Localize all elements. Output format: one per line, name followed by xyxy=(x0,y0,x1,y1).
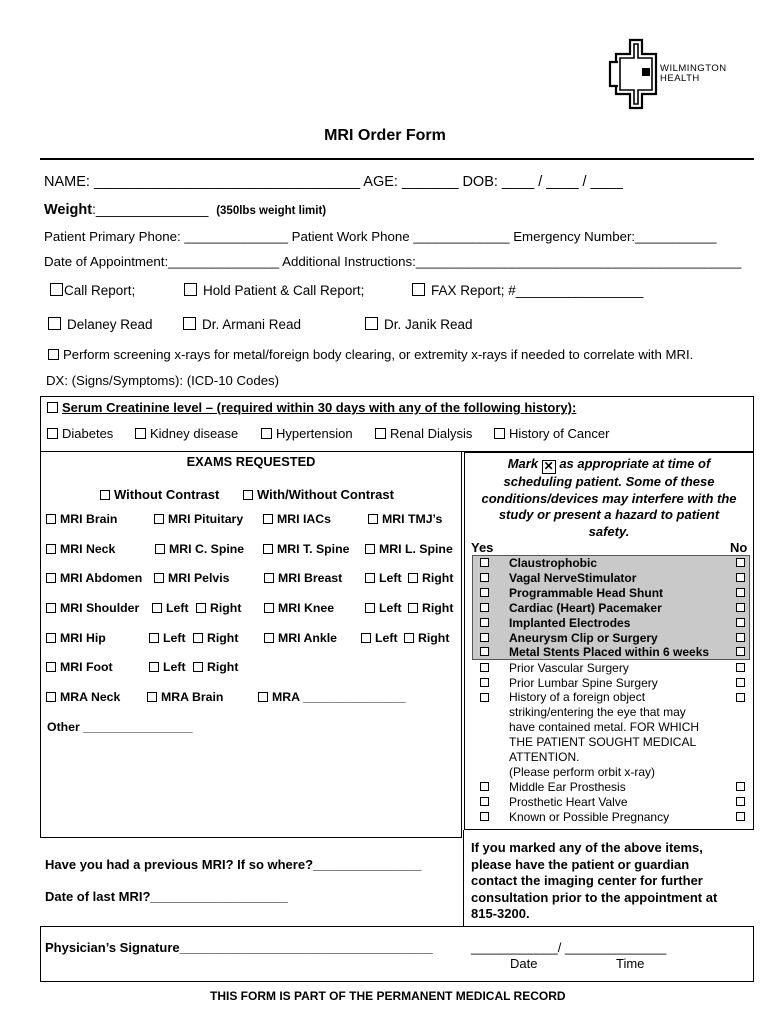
mra-other-option[interactable]: MRA _______________ xyxy=(258,690,406,704)
hip-left-option[interactable]: Left xyxy=(149,631,186,645)
fax-report-option[interactable]: FAX Report; #_________________ xyxy=(412,283,643,298)
form-title: MRI Order Form xyxy=(324,127,446,144)
notice-divider xyxy=(463,830,464,926)
head-shunt-no-checkbox[interactable] xyxy=(736,588,745,597)
diabetes-checkbox[interactable] xyxy=(47,428,58,439)
head-shunt-row: Programmable Head Shunt xyxy=(478,586,748,601)
previous-mri-field[interactable]: Have you had a previous MRI? If so where?_______________ xyxy=(45,857,422,872)
creatinine-checkbox[interactable] xyxy=(47,402,58,413)
foot-right-option[interactable]: Right xyxy=(193,660,238,674)
vagal-row: Vagal NerveStimulator xyxy=(478,571,748,586)
wilmington-health-logo xyxy=(606,38,756,110)
call-report-checkbox[interactable] xyxy=(50,283,63,296)
weight-line[interactable] xyxy=(44,202,326,218)
mri-pelvis-option[interactable]: MRI Pelvis xyxy=(154,571,230,585)
creatinine-heading[interactable]: Serum Creatinine level – (required within 30 days with any of the following history): xyxy=(47,400,576,415)
mri-iacs-checkbox[interactable] xyxy=(263,514,273,524)
electrodes-no-checkbox[interactable] xyxy=(736,618,745,627)
claustrophobic-yes-checkbox[interactable] xyxy=(480,558,489,567)
mri-c-spine-checkbox[interactable] xyxy=(155,544,165,554)
call-report-option[interactable]: Call Report; xyxy=(50,283,135,298)
phone-line[interactable]: Patient Primary Phone: ______________ Patient Work Phone _____________ Emergency Number:___________ xyxy=(44,229,717,244)
ankle-left-checkbox[interactable] xyxy=(361,633,371,643)
name-age-dob-line[interactable]: NAME: _________________________________ AGE: _______ DOB: ____ / ____ / ____ xyxy=(44,174,623,190)
janik-read-checkbox[interactable] xyxy=(365,317,378,330)
mri-abdomen-checkbox[interactable] xyxy=(46,573,56,583)
mri-hip-checkbox[interactable] xyxy=(46,633,56,643)
shoulder-left-option[interactable]: Left xyxy=(152,601,189,615)
head-shunt-yes-checkbox[interactable] xyxy=(480,588,489,597)
mri-knee-checkbox[interactable] xyxy=(264,603,274,613)
mri-ankle-option[interactable]: MRI Ankle xyxy=(264,631,337,645)
breast-right-option[interactable]: Right xyxy=(408,571,453,585)
weight-blank[interactable]: :_______________ xyxy=(92,202,209,217)
ankle-left-option[interactable]: Left xyxy=(361,631,398,645)
weight-label: Weight xyxy=(44,202,93,218)
creatinine-cancer[interactable]: History of Cancer xyxy=(494,426,609,441)
mri-neck-option[interactable]: MRI Neck xyxy=(46,542,115,556)
mri-brain-option[interactable]: MRI Brain xyxy=(46,512,117,526)
title-divider xyxy=(40,158,754,160)
heart-valve-row: Prosthetic Heart Valve xyxy=(478,795,748,810)
time-label: Time xyxy=(616,956,645,971)
exams-box xyxy=(40,452,462,838)
mri-t-spine-option[interactable]: MRI T. Spine xyxy=(263,542,349,556)
middle-ear-yes-checkbox[interactable] xyxy=(480,782,489,791)
screening-checkbox[interactable] xyxy=(48,349,59,360)
foot-right-checkbox[interactable] xyxy=(193,662,203,672)
pregnancy-row: Known or Possible Pregnancy xyxy=(478,810,748,825)
claustrophobic-row: Claustrophobic xyxy=(478,556,748,571)
electrodes-row: Implanted Electrodes xyxy=(478,616,748,631)
dx-line: DX: (Signs/Symptoms): (ICD-10 Codes) xyxy=(46,373,280,388)
knee-left-checkbox[interactable] xyxy=(365,603,375,613)
prior-lumbar-no-checkbox[interactable] xyxy=(736,678,745,687)
with-without-contrast-checkbox[interactable] xyxy=(243,490,253,500)
foot-left-option[interactable]: Left xyxy=(149,660,186,674)
no-header: No xyxy=(730,540,748,555)
armani-read-checkbox[interactable] xyxy=(183,317,196,330)
stents-row: Metal Stents Placed within 6 weeks xyxy=(478,645,748,660)
knee-right-option[interactable]: Right xyxy=(408,601,453,615)
stents-no-checkbox[interactable] xyxy=(736,647,745,656)
prior-vascular-row: Prior Vascular Surgery xyxy=(478,661,748,676)
without-contrast-checkbox[interactable] xyxy=(100,490,110,500)
safety-intro: Mark ✕ as appropriate at time of scheduling patient. Some of these conditions/devices may interfere with the study or present a hazard to patient safety. xyxy=(481,456,737,539)
knee-left-option[interactable]: Left xyxy=(365,601,402,615)
mri-pituitary-option[interactable]: MRI Pituitary xyxy=(154,512,243,526)
mri-brain-checkbox[interactable] xyxy=(46,514,56,524)
shoulder-right-checkbox[interactable] xyxy=(196,603,206,613)
foreign-object-text: History of a foreign object striking/entering the eye that may have contained metal. FOR WHICH THE PATIENT SOUGHT MEDICAL ATTENTION. (Please perform orbit x-ray) xyxy=(509,690,700,779)
heart-valve-no-checkbox[interactable] xyxy=(736,797,745,806)
cancer-checkbox[interactable] xyxy=(494,428,505,439)
armani-read-option[interactable]: Dr. Armani Read xyxy=(183,317,301,332)
kidney-checkbox[interactable] xyxy=(135,428,146,439)
foreign-object-no-checkbox[interactable] xyxy=(736,693,745,702)
prior-lumbar-row: Prior Lumbar Spine Surgery xyxy=(478,676,748,691)
pacemaker-no-checkbox[interactable] xyxy=(736,603,745,612)
creatinine-kidney[interactable]: Kidney disease xyxy=(135,426,238,441)
mra-neck-checkbox[interactable] xyxy=(46,692,56,702)
mri-breast-option[interactable]: MRI Breast xyxy=(264,571,342,585)
pregnancy-yes-checkbox[interactable] xyxy=(480,812,489,821)
with-without-contrast-option[interactable]: With/Without Contrast xyxy=(243,487,394,502)
mra-brain-checkbox[interactable] xyxy=(147,692,157,702)
aneurysm-yes-checkbox[interactable] xyxy=(480,633,489,642)
prior-vascular-no-checkbox[interactable] xyxy=(736,663,745,672)
dialysis-checkbox[interactable] xyxy=(375,428,386,439)
vagal-no-checkbox[interactable] xyxy=(736,573,745,582)
mri-foot-checkbox[interactable] xyxy=(46,662,56,672)
datetime-line[interactable]: ____________/ ______________ xyxy=(471,940,667,955)
mri-ankle-checkbox[interactable] xyxy=(264,633,274,643)
hip-left-checkbox[interactable] xyxy=(149,633,159,643)
mra-brain-option[interactable]: MRA Brain xyxy=(147,690,223,704)
creatinine-hypertension[interactable]: Hypertension xyxy=(261,426,353,441)
without-contrast-option[interactable]: Without Contrast xyxy=(100,487,219,502)
date-label: Date xyxy=(510,956,538,971)
physician-signature-field[interactable]: Physician’s Signature___________________________________ xyxy=(45,940,433,955)
hypertension-checkbox[interactable] xyxy=(261,428,272,439)
hip-right-checkbox[interactable] xyxy=(193,633,203,643)
x-checkbox-icon: ✕ xyxy=(543,459,554,473)
breast-left-checkbox[interactable] xyxy=(365,573,375,583)
heart-valve-yes-checkbox[interactable] xyxy=(480,797,489,806)
mri-breast-checkbox[interactable] xyxy=(264,573,274,583)
stents-yes-checkbox[interactable] xyxy=(480,647,489,656)
mri-neck-checkbox[interactable] xyxy=(46,544,56,554)
mri-shoulder-option[interactable]: MRI Shoulder xyxy=(46,601,139,615)
aneurysm-no-checkbox[interactable] xyxy=(736,633,745,642)
screening-option[interactable]: Perform screening x-rays for metal/foreign body clearing, or extremity x-rays if needed to correlate with MRI. xyxy=(48,347,693,362)
followup-notice: If you marked any of the above items, please have the patient or guardian contact the imaging center for further consultation prior to the appointment at 815-3200. xyxy=(471,840,718,921)
other-exam-field[interactable]: Other ________________ xyxy=(47,720,193,734)
shoulder-right-option[interactable]: Right xyxy=(196,601,241,615)
appointment-line[interactable]: Date of Appointment:_______________ Additional Instructions:____________________________________________ xyxy=(44,254,742,269)
knee-right-checkbox[interactable] xyxy=(408,603,418,613)
foreign-object-yes-checkbox[interactable] xyxy=(480,693,489,702)
claustrophobic-no-checkbox[interactable] xyxy=(736,558,745,567)
pregnancy-no-checkbox[interactable] xyxy=(736,812,745,821)
exams-heading: EXAMS REQUESTED xyxy=(186,454,316,469)
mra-neck-option[interactable]: MRA Neck xyxy=(46,690,120,704)
mri-shoulder-checkbox[interactable] xyxy=(46,603,56,613)
last-mri-field[interactable]: Date of last MRI?___________________ xyxy=(45,889,288,904)
shoulder-left-checkbox[interactable] xyxy=(152,603,162,613)
pacemaker-row: Cardiac (Heart) Pacemaker xyxy=(478,601,748,616)
foot-left-checkbox[interactable] xyxy=(149,662,159,672)
mri-tmjs-option[interactable]: MRI TMJ’s xyxy=(368,512,442,526)
creatinine-diabetes[interactable]: Diabetes xyxy=(47,426,113,441)
middle-ear-row: Middle Ear Prosthesis xyxy=(478,780,748,795)
logo-cross-icon xyxy=(606,38,666,110)
pacemaker-yes-checkbox[interactable] xyxy=(480,603,489,612)
breast-left-option[interactable]: Left xyxy=(365,571,402,585)
mri-iacs-option[interactable]: MRI IACs xyxy=(263,512,331,526)
ankle-right-checkbox[interactable] xyxy=(404,633,414,643)
delaney-read-option[interactable]: Delaney Read xyxy=(48,317,153,332)
mri-t-spine-checkbox[interactable] xyxy=(263,544,273,554)
mri-pituitary-checkbox[interactable] xyxy=(154,514,164,524)
mri-l-spine-checkbox[interactable] xyxy=(365,544,375,554)
yes-header: Yes xyxy=(471,540,494,555)
breast-right-checkbox[interactable] xyxy=(408,573,418,583)
logo-line2: HEALTH xyxy=(660,73,700,84)
mri-foot-option[interactable]: MRI Foot xyxy=(46,660,113,674)
aneurysm-row: Aneurysm Clip or Surgery xyxy=(478,631,748,646)
middle-ear-no-checkbox[interactable] xyxy=(736,782,745,791)
prior-vascular-yes-checkbox[interactable] xyxy=(480,663,489,672)
mri-pelvis-checkbox[interactable] xyxy=(154,573,164,583)
prior-lumbar-yes-checkbox[interactable] xyxy=(480,678,489,687)
mri-tmjs-checkbox[interactable] xyxy=(368,514,378,524)
electrodes-yes-checkbox[interactable] xyxy=(480,618,489,627)
creatinine-dialysis[interactable]: Renal Dialysis xyxy=(375,426,472,441)
mri-abdomen-option[interactable]: MRI Abdomen xyxy=(46,571,142,585)
hip-right-option[interactable]: Right xyxy=(193,631,238,645)
logo-line1: WILMINGTON xyxy=(660,63,727,74)
mri-hip-option[interactable]: MRI Hip xyxy=(46,631,106,645)
weight-limit: (350lbs weight limit) xyxy=(216,205,327,217)
hold-patient-checkbox[interactable] xyxy=(184,283,197,296)
footer-note: THIS FORM IS PART OF THE PERMANENT MEDICAL RECORD xyxy=(210,989,566,1003)
mri-l-spine-option[interactable]: MRI L. Spine xyxy=(365,542,453,556)
vagal-yes-checkbox[interactable] xyxy=(480,573,489,582)
delaney-read-checkbox[interactable] xyxy=(48,317,61,330)
mri-knee-option[interactable]: MRI Knee xyxy=(264,601,334,615)
mra-other-checkbox[interactable] xyxy=(258,692,268,702)
hold-patient-option[interactable]: Hold Patient & Call Report; xyxy=(184,283,364,298)
janik-read-option[interactable]: Dr. Janik Read xyxy=(365,317,473,332)
fax-report-checkbox[interactable] xyxy=(412,283,425,296)
mri-c-spine-option[interactable]: MRI C. Spine xyxy=(155,542,244,556)
ankle-right-option[interactable]: Right xyxy=(404,631,449,645)
